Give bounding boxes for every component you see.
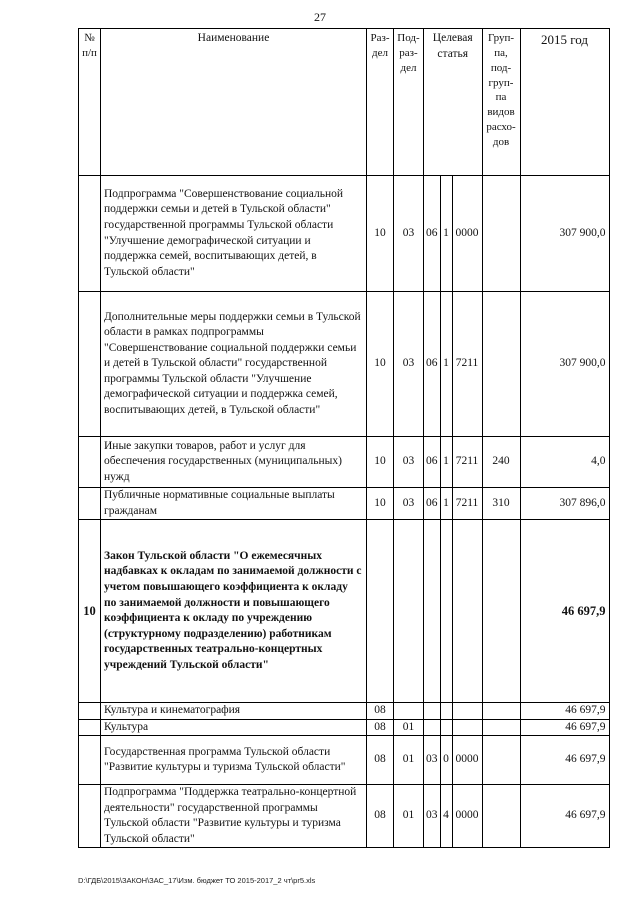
row-subsection <box>394 520 424 703</box>
row-section: 10 <box>367 437 394 488</box>
row-amount-2015: 307 900,0 <box>520 292 609 437</box>
row-target-subprogram <box>440 520 452 703</box>
row-target-direction: 0000 <box>452 736 482 785</box>
row-subsection <box>394 703 424 720</box>
row-number <box>79 703 101 720</box>
row-amount-2015: 46 697,9 <box>520 719 609 736</box>
row-section: 10 <box>367 292 394 437</box>
header-name: Наименование <box>101 29 367 176</box>
row-target-program <box>424 719 441 736</box>
table-row <box>79 176 610 292</box>
row-name: Дополнительные меры поддержки семьи в Тульской области в рамках подпрограммы "Совершенствование социальной поддержки семьи и детей в Тульской области" государственной программы Тульской области "Улучшение демографической ситуации и поддержка семей, воспитывающих детей, в Тульской области" <box>101 292 367 437</box>
row-target-subprogram: 1 <box>440 292 452 437</box>
row-target-direction: 7211 <box>452 488 482 520</box>
header-target: Целевая статья <box>424 29 483 176</box>
row-name: Иные закупки товаров, работ и услуг для обеспечения государственных (муниципальных) нужд <box>101 437 367 488</box>
row-target-program: 06 <box>424 292 441 437</box>
header-subsection: Под-раз-дел <box>394 29 424 176</box>
row-name: Культура и кинематография <box>101 703 367 720</box>
row-target-subprogram <box>440 719 452 736</box>
row-expense-group <box>482 736 520 785</box>
row-target-subprogram: 1 <box>440 176 452 292</box>
row-section: 08 <box>367 703 394 720</box>
row-expense-group <box>482 719 520 736</box>
row-number: 10 <box>79 520 101 703</box>
header-group: Груп-па, под-груп-па видов расхо-дов <box>482 29 520 176</box>
row-name: Закон Тульской области "О ежемесячных надбавках к окладам по занимаемой должности с учетом повышающего коэффициента к окладу по занимаемой должности и повышающего коэффициента к окладу по учреждению (структурному подразделению) работникам государственных театрально-концертных учреждений Тульской области" <box>101 520 367 703</box>
row-number <box>79 488 101 520</box>
row-target-direction <box>452 520 482 703</box>
header-num: № п/п <box>79 29 101 176</box>
header-row <box>79 29 610 176</box>
row-subsection: 03 <box>394 176 424 292</box>
row-expense-group: 310 <box>482 488 520 520</box>
row-amount-2015: 46 697,9 <box>520 785 609 848</box>
row-name: Подпрограмма "Совершенствование социальной поддержки семьи и детей в Тульской области" государственной программы Тульской области "Улучшение демографической ситуации и поддержка семей, воспитывающих детей, в Тульской области" <box>101 176 367 292</box>
row-amount-2015: 307 900,0 <box>520 176 609 292</box>
table-row <box>79 785 610 848</box>
row-name: Подпрограмма "Поддержка театрально-концертной деятельности" государственной программы Тульской области "Развитие культуры и туризма Тульской области" <box>101 785 367 848</box>
row-amount-2015: 4,0 <box>520 437 609 488</box>
row-section: 08 <box>367 719 394 736</box>
table-row <box>79 437 610 488</box>
row-target-program: 06 <box>424 176 441 292</box>
row-number <box>79 176 101 292</box>
page-number: 27 <box>314 10 326 24</box>
row-subsection: 01 <box>394 736 424 785</box>
row-section: 08 <box>367 785 394 848</box>
row-target-direction <box>452 703 482 720</box>
table-row <box>79 488 610 520</box>
row-number <box>79 292 101 437</box>
row-name: Публичные нормативные социальные выплаты гражданам <box>101 488 367 520</box>
table-row <box>79 292 610 437</box>
row-target-subprogram: 1 <box>440 437 452 488</box>
row-expense-group <box>482 292 520 437</box>
budget-table <box>78 28 610 848</box>
header-year: 2015 год <box>520 29 609 176</box>
row-subsection: 03 <box>394 437 424 488</box>
row-target-program: 03 <box>424 785 441 848</box>
row-amount-2015: 46 697,9 <box>520 703 609 720</box>
row-subsection: 03 <box>394 488 424 520</box>
row-target-program: 03 <box>424 736 441 785</box>
row-expense-group <box>482 176 520 292</box>
row-section: 08 <box>367 736 394 785</box>
row-expense-group <box>482 785 520 848</box>
row-expense-group <box>482 703 520 720</box>
row-target-subprogram: 0 <box>440 736 452 785</box>
row-expense-group: 240 <box>482 437 520 488</box>
row-amount-2015: 307 896,0 <box>520 488 609 520</box>
row-target-direction: 7211 <box>452 292 482 437</box>
file-path-footer: D:\ГДБ\2015\ЗАКОН\ЗАС_17\Изм. бюджет ТО 2015-2017_2 чт\pr5.xls <box>78 876 316 885</box>
row-section: 10 <box>367 176 394 292</box>
row-target-direction: 0000 <box>452 785 482 848</box>
row-number <box>79 736 101 785</box>
table-row <box>79 520 610 703</box>
row-target-direction: 0000 <box>452 176 482 292</box>
row-subsection: 03 <box>394 292 424 437</box>
row-number <box>79 437 101 488</box>
row-name: Государственная программа Тульской области "Развитие культуры и туризма Тульской области" <box>101 736 367 785</box>
row-amount-2015: 46 697,9 <box>520 520 609 703</box>
row-name: Культура <box>101 719 367 736</box>
row-amount-2015: 46 697,9 <box>520 736 609 785</box>
row-section <box>367 520 394 703</box>
row-target-direction: 7211 <box>452 437 482 488</box>
row-section: 10 <box>367 488 394 520</box>
row-target-subprogram: 4 <box>440 785 452 848</box>
row-number <box>79 719 101 736</box>
header-section: Раз-дел <box>367 29 394 176</box>
row-target-subprogram <box>440 703 452 720</box>
row-target-program: 06 <box>424 437 441 488</box>
table-row <box>79 703 610 720</box>
row-subsection: 01 <box>394 719 424 736</box>
row-target-program <box>424 703 441 720</box>
row-target-program <box>424 520 441 703</box>
row-target-direction <box>452 719 482 736</box>
row-subsection: 01 <box>394 785 424 848</box>
row-target-program: 06 <box>424 488 441 520</box>
table-row <box>79 736 610 785</box>
table-row <box>79 719 610 736</box>
row-number <box>79 785 101 848</box>
row-target-subprogram: 1 <box>440 488 452 520</box>
row-expense-group <box>482 520 520 703</box>
